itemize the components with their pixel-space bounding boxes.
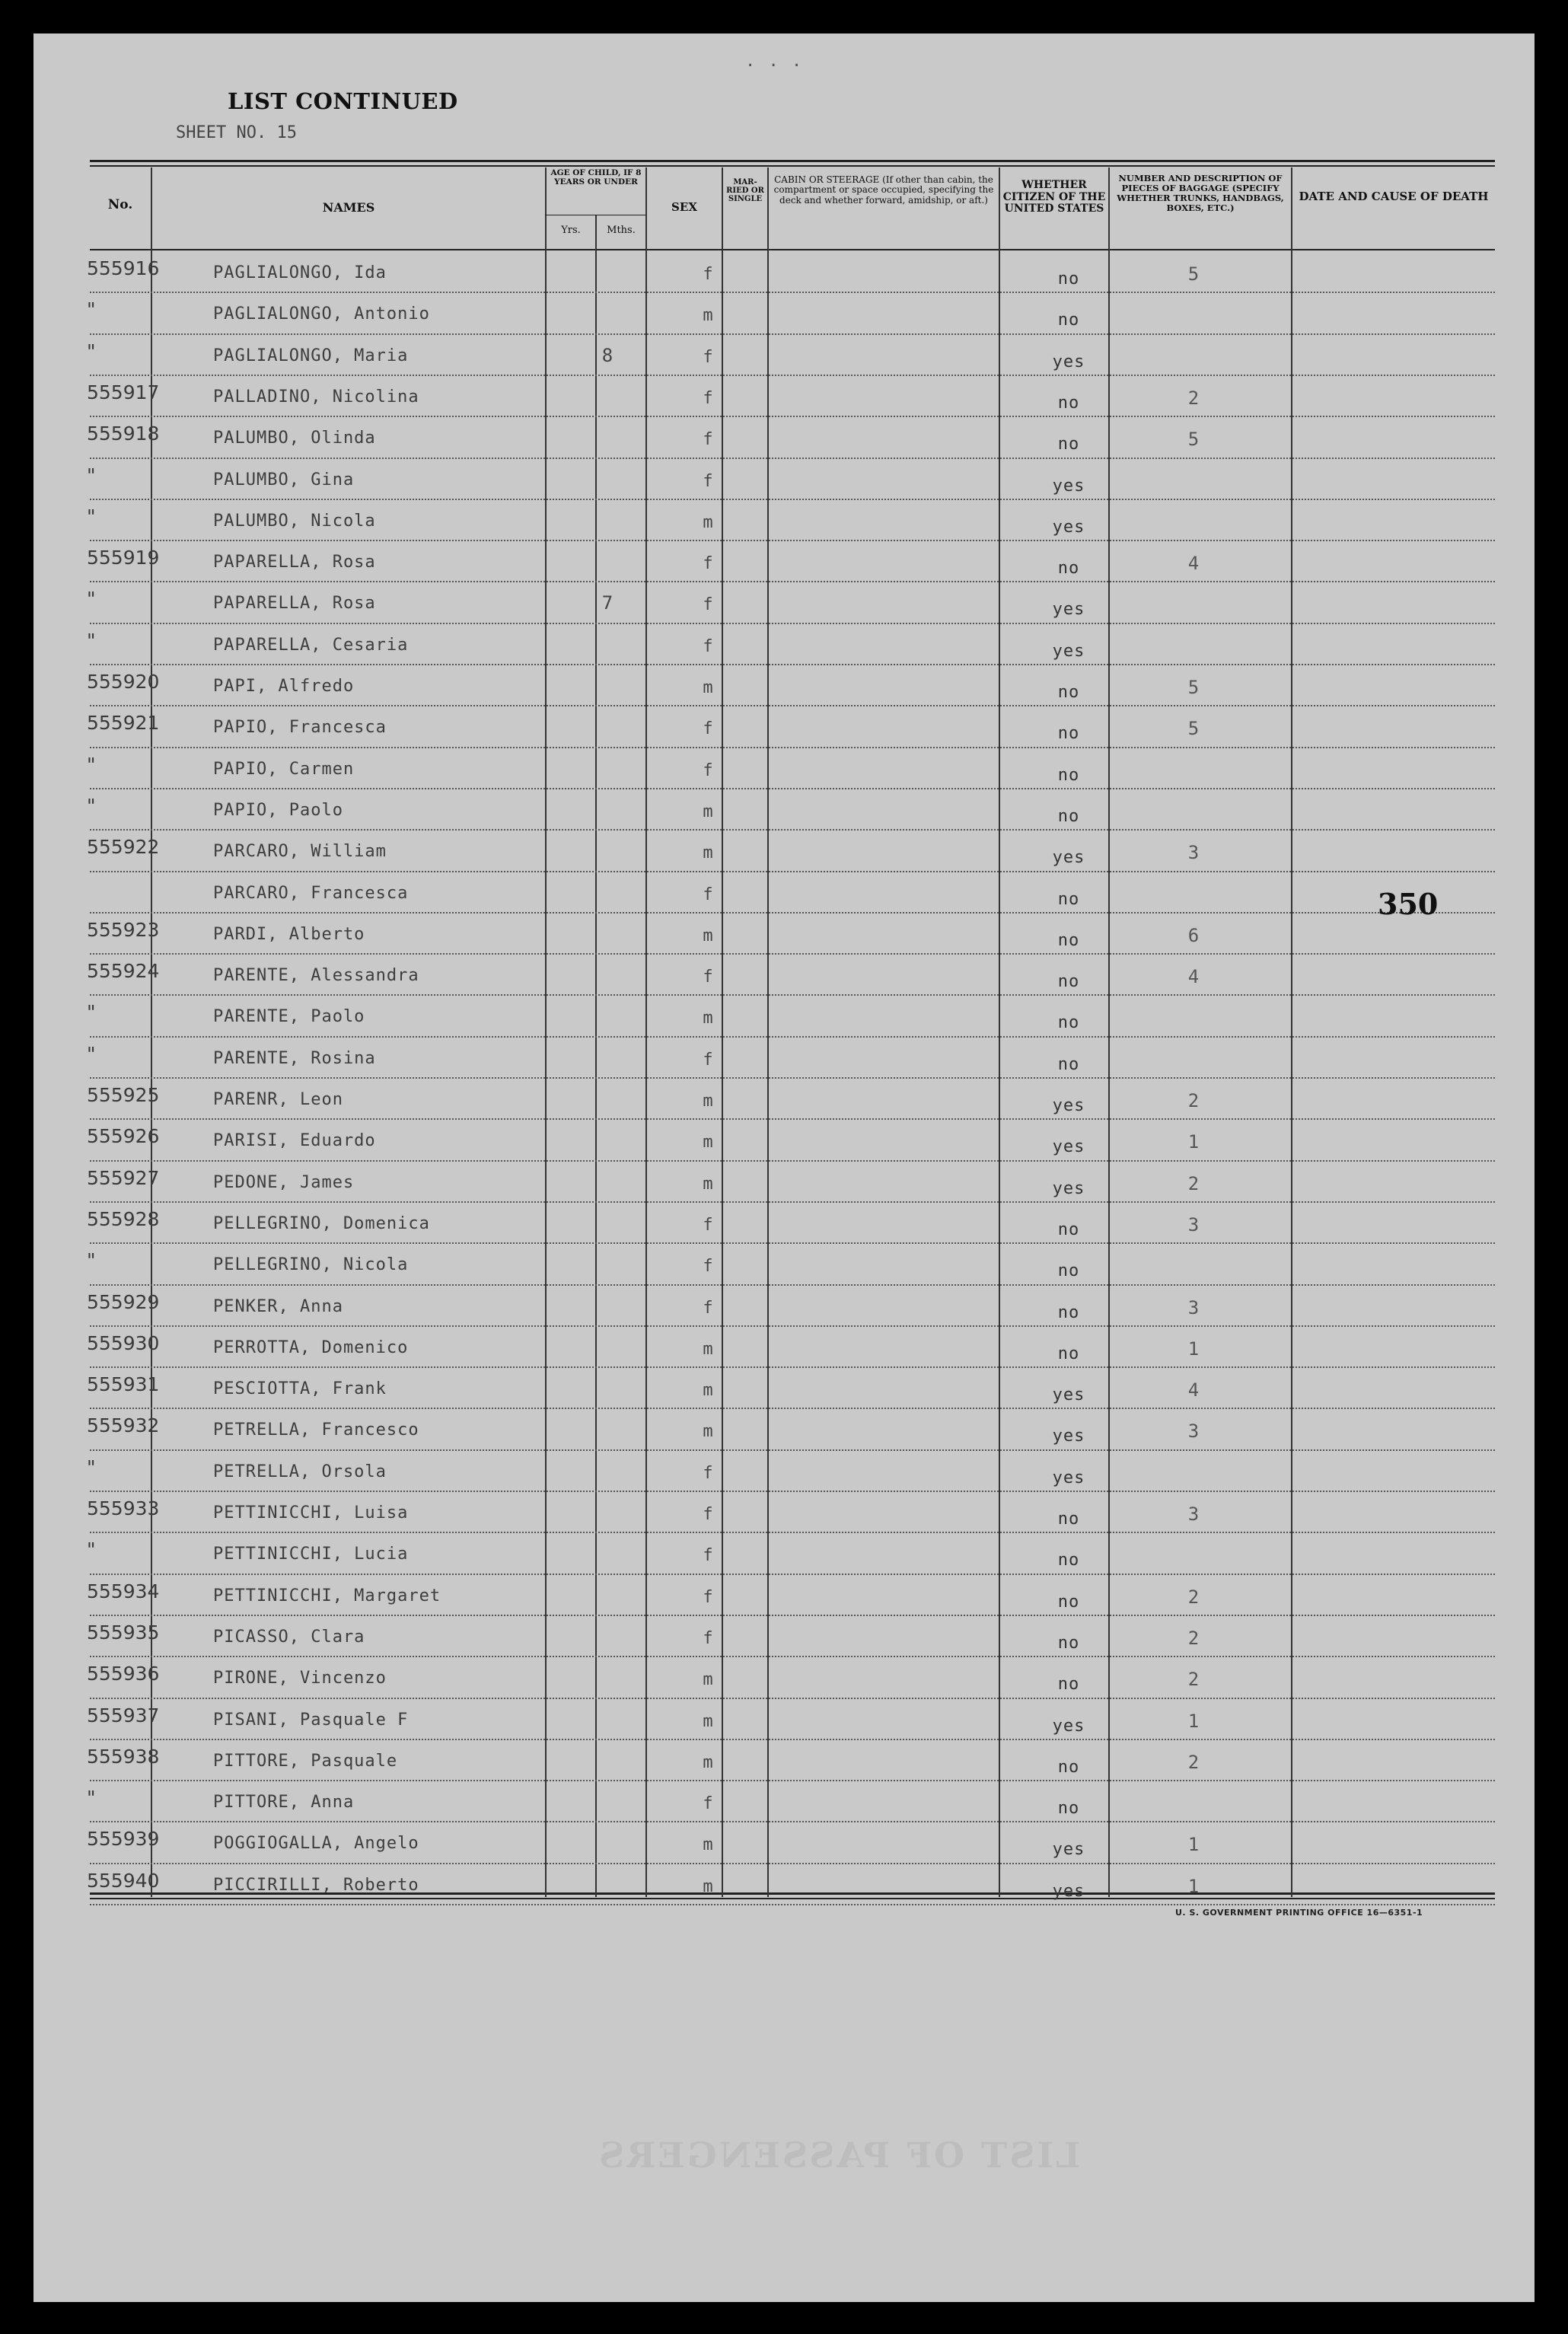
baggage-count: 2 <box>1187 1627 1200 1649</box>
sex-value: f <box>703 347 713 367</box>
manifest-sheet <box>33 33 1535 2302</box>
baggage-count: 5 <box>1187 263 1200 285</box>
passenger-name: PAPARELLA, Rosa <box>213 553 376 572</box>
table-row <box>90 872 1495 914</box>
citizen-value: yes <box>1052 1096 1085 1115</box>
citizen-value: no <box>1057 889 1080 909</box>
citizen-value: yes <box>1052 1385 1085 1405</box>
passenger-number: 555922 <box>87 836 160 859</box>
passenger-name: PESCIOTTA, Frank <box>213 1379 387 1399</box>
passenger-name: PISANI, Pasquale F <box>213 1710 409 1730</box>
table-row <box>87 789 1495 831</box>
passenger-name: PETTINICCHI, Lucia <box>213 1545 409 1564</box>
col-baggage: NUMBER AND DESCRIPTION OF PIECES OF BAGGAGE (SPECIFY WHETHER TRUNKS, HANDBAGS, BOXES, ETC.) <box>1117 173 1284 213</box>
passenger-number: " <box>87 464 96 486</box>
sex-value: f <box>703 1587 713 1607</box>
table-row <box>87 1450 1495 1493</box>
baggage-count: 4 <box>1187 966 1200 988</box>
table-row <box>87 1574 1495 1617</box>
sex-value: f <box>703 1505 713 1524</box>
citizen-value: no <box>1057 1261 1080 1281</box>
table-row <box>87 1243 1495 1286</box>
passenger-name: PARCARO, William <box>213 842 387 862</box>
col-age-of-child: AGE OF CHILD, IF 8 YEARS OR UNDER <box>550 168 642 187</box>
passenger-number: 555937 <box>87 1704 160 1727</box>
citizen-value: yes <box>1052 476 1085 496</box>
citizen-value: yes <box>1052 848 1085 868</box>
passenger-number: 555928 <box>87 1207 160 1230</box>
passenger-table <box>87 125 1495 1901</box>
table-row <box>87 1491 1495 1534</box>
passenger-name: PERROTTA, Domenico <box>213 1338 409 1357</box>
passenger-name: PAPARELLA, Rosa <box>213 594 376 614</box>
table-row <box>87 1285 1495 1328</box>
passenger-number: " <box>87 298 96 321</box>
table-row <box>87 416 1495 459</box>
col-yrs: Yrs. <box>561 225 581 236</box>
passenger-name: PAPARELLA, Cesaria <box>213 635 409 655</box>
passenger-name: PARISI, Eduardo <box>213 1131 376 1151</box>
baggage-count: 3 <box>1187 1213 1200 1236</box>
citizen-value: yes <box>1052 1468 1085 1487</box>
col-sex: SEX <box>671 200 697 214</box>
table-row <box>87 582 1495 624</box>
passenger-number: " <box>87 505 96 528</box>
col-no: No. <box>107 197 133 212</box>
passenger-name: PARDI, Alberto <box>213 924 365 944</box>
table-row <box>87 334 1495 377</box>
bleed-through-text: LIST OF PASSENGERS <box>597 2135 1081 2176</box>
citizen-value: yes <box>1052 1840 1085 1860</box>
citizen-value: yes <box>1052 1716 1085 1736</box>
sex-value: m <box>703 512 713 532</box>
citizen-value: no <box>1057 972 1080 992</box>
passenger-name: PALUMBO, Olinda <box>213 429 376 448</box>
table-row <box>87 1532 1495 1575</box>
table-row <box>87 995 1495 1038</box>
table-row <box>87 251 1495 294</box>
citizen-value: yes <box>1052 1137 1085 1157</box>
baggage-count: 1 <box>1187 1875 1200 1897</box>
sex-value: f <box>703 430 713 450</box>
passenger-name: PALUMBO, Gina <box>213 470 355 489</box>
citizen-value: no <box>1057 1054 1080 1074</box>
citizen-value: no <box>1057 435 1080 454</box>
passenger-number: " <box>87 1456 96 1478</box>
sex-value: m <box>703 678 713 697</box>
citizen-value: yes <box>1052 352 1085 371</box>
sex-value: f <box>703 885 713 904</box>
citizen-value: no <box>1057 683 1080 702</box>
passenger-name: PIRONE, Vincenzo <box>213 1669 387 1688</box>
baggage-count: 1 <box>1187 1710 1200 1732</box>
citizen-value: no <box>1057 1592 1080 1612</box>
sex-value: f <box>703 760 713 780</box>
sex-value: f <box>703 554 713 574</box>
passenger-name: PICCIRILLI, Roberto <box>213 1875 419 1895</box>
sex-value: m <box>703 1133 713 1153</box>
baggage-count: 1 <box>1187 1338 1200 1360</box>
baggage-count: 3 <box>1187 1296 1200 1318</box>
sex-value: m <box>703 1339 713 1359</box>
passenger-number: " <box>87 1787 96 1809</box>
sex-value: f <box>703 1257 713 1277</box>
passenger-number: 555918 <box>87 422 160 445</box>
baggage-count: 6 <box>1187 924 1200 946</box>
passenger-name: PARCARO, Francesca <box>213 883 409 903</box>
passenger-number: 555923 <box>87 918 160 941</box>
sex-value: f <box>703 1546 713 1566</box>
passenger-name: PAPI, Alfredo <box>213 677 355 696</box>
passenger-number: " <box>87 629 96 652</box>
citizen-value: no <box>1057 1510 1080 1529</box>
sex-value: f <box>703 265 713 284</box>
sex-value: f <box>703 1215 713 1235</box>
table-row <box>87 748 1495 790</box>
top-mark: · · · <box>745 56 804 75</box>
passenger-number: 555925 <box>87 1084 160 1106</box>
header-rule <box>90 249 1495 250</box>
citizen-value: yes <box>1052 517 1085 537</box>
passenger-number: " <box>87 588 96 611</box>
table-row <box>87 623 1495 666</box>
passenger-name: PELLEGRINO, Nicola <box>213 1255 409 1275</box>
citizen-value: no <box>1057 269 1080 289</box>
table-row <box>87 1864 1495 1906</box>
passenger-name: PALLADINO, Nicolina <box>213 387 419 407</box>
baggage-count: 3 <box>1187 1420 1200 1443</box>
passenger-number: 555927 <box>87 1166 160 1189</box>
baggage-count: 2 <box>1187 1669 1200 1691</box>
sex-value: m <box>703 1422 713 1442</box>
passenger-number: " <box>87 1538 96 1561</box>
passenger-number: 555940 <box>87 1869 160 1892</box>
citizen-value: no <box>1057 1551 1080 1570</box>
printer-footer: U. S. GOVERNMENT PRINTING OFFICE 16—6351-1 <box>1175 1908 1423 1918</box>
top-rule <box>90 160 1495 162</box>
passenger-name: PALUMBO, Nicola <box>213 511 376 531</box>
passenger-name: PAPIO, Paolo <box>213 800 343 820</box>
table-row <box>87 1078 1495 1121</box>
passenger-name: PAGLIALONGO, Ida <box>213 263 387 282</box>
passenger-name: PETRELLA, Orsola <box>213 1462 387 1481</box>
baggage-count: 1 <box>1187 1131 1200 1153</box>
citizen-value: yes <box>1052 600 1085 620</box>
sex-value: m <box>703 306 713 326</box>
list-title: LIST CONTINUED <box>228 88 458 114</box>
citizen-value: no <box>1057 1799 1080 1819</box>
table-row <box>87 1119 1495 1162</box>
table-row <box>87 1739 1495 1782</box>
passenger-number: 555916 <box>87 257 160 279</box>
baggage-count: 5 <box>1187 718 1200 740</box>
passenger-number: 555932 <box>87 1414 160 1437</box>
passenger-number: 555935 <box>87 1621 160 1644</box>
passenger-name: PARENR, Leon <box>213 1090 343 1109</box>
table-row <box>87 954 1495 996</box>
passenger-name: PETTINICCHI, Luisa <box>213 1503 409 1523</box>
passenger-number: 555926 <box>87 1125 160 1148</box>
passenger-name: PARENTE, Alessandra <box>213 966 419 986</box>
table-row <box>87 1615 1495 1658</box>
passenger-number: 555934 <box>87 1580 160 1602</box>
passenger-number: " <box>87 1001 96 1024</box>
passenger-number: 555917 <box>87 381 160 403</box>
citizen-value: yes <box>1052 641 1085 661</box>
baggage-count: 2 <box>1187 1586 1200 1608</box>
passenger-number: " <box>87 340 96 362</box>
sex-value: f <box>703 636 713 656</box>
col-mths: Mths. <box>607 225 636 236</box>
col-citizen: WHETHER CITIZEN OF THE UNITED STATES <box>1002 179 1106 215</box>
sex-value: f <box>703 1050 713 1070</box>
passenger-name: PAGLIALONGO, Maria <box>213 346 409 365</box>
baggage-count: 5 <box>1187 677 1200 698</box>
baggage-count: 5 <box>1187 429 1200 451</box>
citizen-value: no <box>1057 1757 1080 1777</box>
passenger-number: 555938 <box>87 1745 160 1768</box>
table-row <box>87 913 1495 955</box>
citizen-value: yes <box>1052 1178 1085 1198</box>
citizen-value: no <box>1057 765 1080 785</box>
age-years: 8 <box>601 344 613 366</box>
table-row <box>87 1781 1495 1823</box>
citizen-value: no <box>1057 559 1080 579</box>
sex-value: m <box>703 1670 713 1690</box>
baggage-count: 2 <box>1187 1090 1200 1111</box>
table-row <box>87 1408 1495 1451</box>
baggage-count: 4 <box>1187 553 1200 575</box>
sex-value: m <box>703 802 713 821</box>
age-years: 7 <box>601 592 613 614</box>
sheet-number: SHEET NO. 15 <box>176 123 297 142</box>
table-row <box>87 375 1495 418</box>
citizen-value: no <box>1057 1344 1080 1363</box>
citizen-value: yes <box>1052 1427 1085 1446</box>
sex-value: m <box>703 926 713 945</box>
citizen-value: no <box>1057 1675 1080 1695</box>
passenger-number: 555924 <box>87 960 160 983</box>
table-row <box>87 540 1495 583</box>
passenger-number: 555939 <box>87 1828 160 1851</box>
sex-value: m <box>703 843 713 863</box>
citizen-value: no <box>1057 806 1080 826</box>
table-row <box>87 499 1495 542</box>
passenger-number: " <box>87 1042 96 1065</box>
passenger-number: 555920 <box>87 671 160 693</box>
table-row <box>87 830 1495 872</box>
sex-value: m <box>703 1876 713 1896</box>
table-row <box>87 1698 1495 1741</box>
sex-value: m <box>703 1381 713 1401</box>
passenger-number: 555929 <box>87 1290 160 1313</box>
sex-value: m <box>703 1835 713 1855</box>
sex-value: f <box>703 595 713 615</box>
passenger-number: 555919 <box>87 547 160 569</box>
passenger-number: " <box>87 794 96 817</box>
passenger-number: 555930 <box>87 1331 160 1354</box>
side-number: 350 <box>1378 887 1439 921</box>
col-names: NAMES <box>322 200 375 215</box>
baggage-count: 4 <box>1187 1379 1200 1401</box>
sex-value: m <box>703 1009 713 1028</box>
table-row <box>87 1037 1495 1079</box>
passenger-number: 555921 <box>87 712 160 735</box>
passenger-name: PITTORE, Pasquale <box>213 1751 398 1771</box>
citizen-value: no <box>1057 393 1080 413</box>
passenger-name: PARENTE, Paolo <box>213 1007 365 1027</box>
sex-value: m <box>703 1752 713 1772</box>
table-row <box>87 1822 1495 1864</box>
passenger-name: PELLEGRINO, Domenica <box>213 1213 430 1233</box>
sex-value: f <box>703 471 713 491</box>
passenger-name: PARENTE, Rosina <box>213 1048 376 1068</box>
sex-value: f <box>703 719 713 739</box>
table-row <box>87 292 1495 335</box>
citizen-value: no <box>1057 724 1080 744</box>
top-rule-thin <box>90 165 1495 167</box>
citizen-value: no <box>1057 1220 1080 1239</box>
sex-value: m <box>703 1711 713 1731</box>
passenger-number: 555931 <box>87 1373 160 1396</box>
sex-value: f <box>703 1794 713 1814</box>
passenger-name: PEDONE, James <box>213 1172 355 1192</box>
table-row <box>87 1326 1495 1369</box>
passenger-name: PAPIO, Francesca <box>213 718 387 738</box>
sex-value: f <box>703 1628 713 1648</box>
passenger-number: 555936 <box>87 1663 160 1685</box>
baggage-count: 2 <box>1187 1751 1200 1773</box>
sex-value: m <box>703 1092 713 1111</box>
citizen-value: yes <box>1052 1881 1085 1901</box>
baggage-count: 2 <box>1187 1172 1200 1194</box>
passenger-number: 555933 <box>87 1497 160 1519</box>
table-row <box>87 706 1495 748</box>
passenger-name: POGGIOGALLA, Angelo <box>213 1834 419 1854</box>
col-death: DATE AND CAUSE OF DEATH <box>1299 190 1489 203</box>
table-row <box>87 665 1495 707</box>
passenger-name: PETTINICCHI, Margaret <box>213 1586 441 1605</box>
passenger-name: PAPIO, Carmen <box>213 759 355 779</box>
baggage-count: 3 <box>1187 842 1200 864</box>
sex-value: m <box>703 1174 713 1194</box>
col-married: MAR-RIED OR SINGLE <box>726 178 764 204</box>
passenger-number: " <box>87 1249 96 1272</box>
table-row <box>87 1161 1495 1204</box>
table-row <box>87 1656 1495 1699</box>
table-row <box>87 458 1495 501</box>
passenger-name: PETRELLA, Francesco <box>213 1420 419 1440</box>
passenger-name: PAGLIALONGO, Antonio <box>213 305 430 324</box>
citizen-value: no <box>1057 311 1080 330</box>
sex-value: f <box>703 1463 713 1483</box>
citizen-value: no <box>1057 930 1080 950</box>
baggage-count: 2 <box>1187 387 1200 409</box>
baggage-count: 1 <box>1187 1834 1200 1856</box>
passenger-number: " <box>87 753 96 776</box>
table-row <box>87 1367 1495 1410</box>
sex-value: f <box>703 388 713 408</box>
passenger-name: PITTORE, Anna <box>213 1793 355 1813</box>
citizen-value: no <box>1057 1013 1080 1033</box>
citizen-value: no <box>1057 1303 1080 1322</box>
citizen-value: no <box>1057 1633 1080 1653</box>
col-cabin: CABIN OR STEERAGE (If other than cabin, the compartment or space occupied, specifying the deck and whether forward, amidship, or aft.) <box>773 174 994 206</box>
table-row <box>87 1202 1495 1245</box>
sex-value: f <box>703 1298 713 1318</box>
baggage-count: 3 <box>1187 1503 1200 1525</box>
passenger-name: PICASSO, Clara <box>213 1627 365 1647</box>
passenger-name: PENKER, Anna <box>213 1296 343 1316</box>
sex-value: f <box>703 968 713 987</box>
